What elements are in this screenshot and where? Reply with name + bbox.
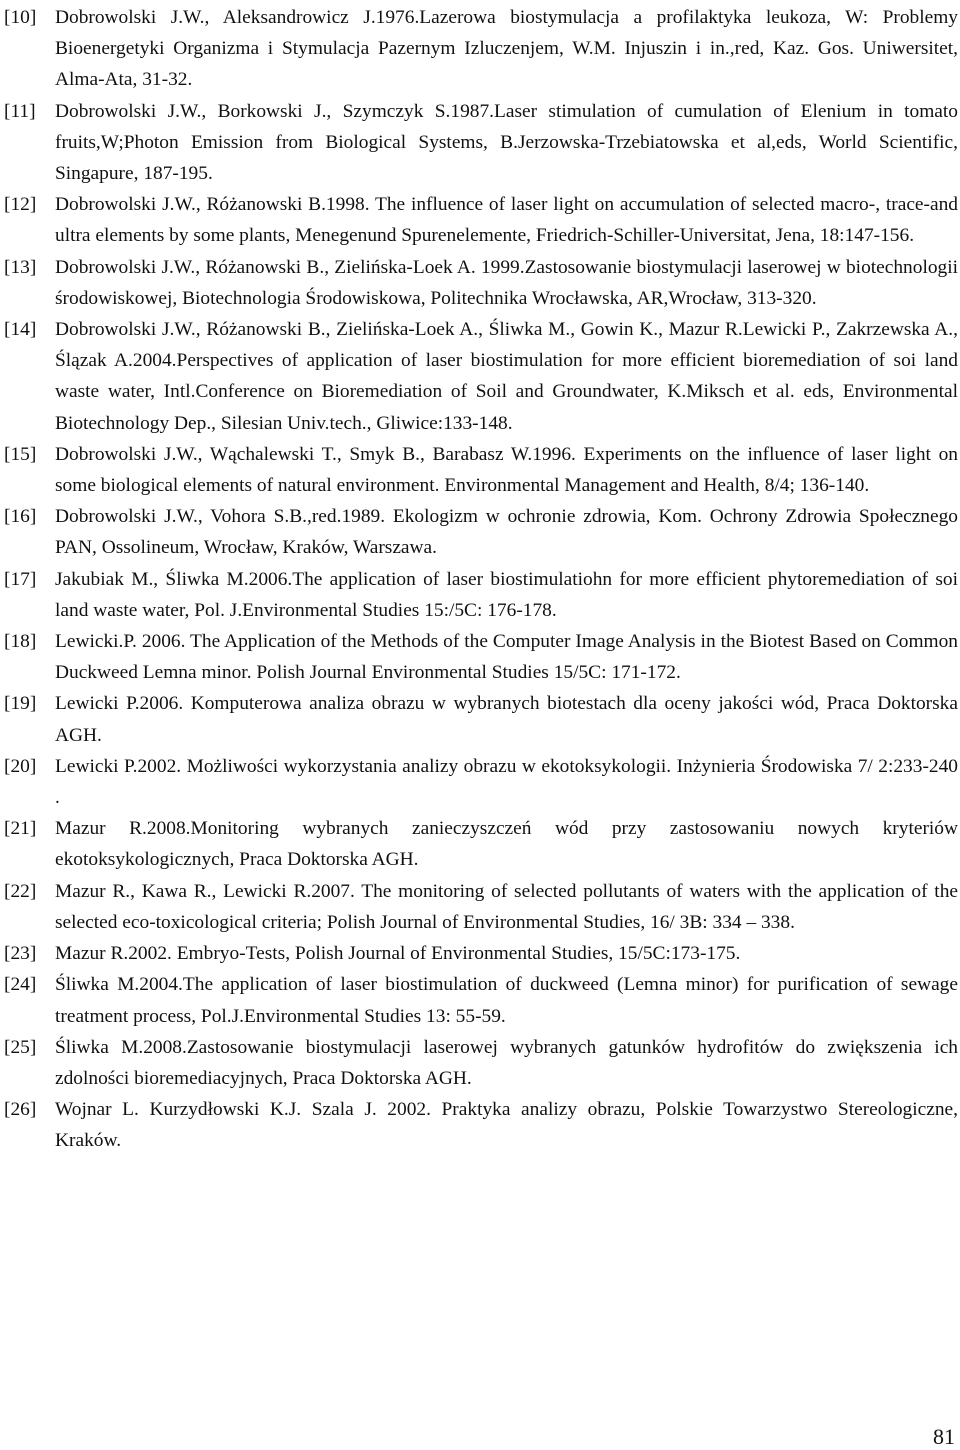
reference-number: [13]	[4, 256, 37, 278]
reference-item	[4, 96, 958, 190]
reference-text: Jakubiak M., Śliwka M.2006.The application of laser biostimulatiohn for more efficient phytoremediation of soi land waste water, Pol. J.Environmental Studies 15:/5C: 176-178.	[55, 568, 958, 621]
reference-number: [15]	[4, 443, 37, 465]
reference-text: Wojnar L. Kurzydłowski K.J. Szala J. 2002. Praktyka analizy obrazu, Polskie Towarzystwo Stereologiczne, Kraków.	[55, 1099, 958, 1152]
reference-list	[4, 2, 958, 1157]
reference-item	[4, 189, 958, 251]
reference-item	[4, 252, 958, 314]
reference-number: [16]	[4, 506, 37, 528]
page-number: 81	[933, 1424, 955, 1449]
reference-item	[4, 501, 958, 563]
reference-text: Dobrowolski J.W., Vohora S.B.,red.1989. Ekologizm w ochronie zdrowia, Kom. Ochrony Zdrowia Społecznego PAN, Ossolineum, Wrocław, Kraków, Warszawa.	[55, 506, 958, 559]
reference-item	[4, 564, 958, 626]
reference-item	[4, 751, 958, 813]
reference-item	[4, 439, 958, 501]
reference-text: Dobrowolski J.W., Aleksandrowicz J.1976.Lazerowa biostymulacja a profilaktyka leukoza, W: Problemy Bioenergetyki Organizma i Stymulacja Pazernym Izluczenjem, W.M. Injuszin i in.,red, Kaz. Gos. Uniwersitet, Alma-Ata, 31-32.	[55, 7, 958, 91]
reference-item	[4, 938, 958, 969]
reference-item	[4, 1094, 958, 1156]
reference-text: Śliwka M.2008.Zastosowanie biostymulacji laserowej wybranych gatunków hydrofitów do zwiększenia ich zdolności bioremediacyjnych, Praca Doktorska AGH.	[55, 1036, 958, 1089]
reference-number: [19]	[4, 693, 37, 715]
reference-number: [17]	[4, 568, 37, 590]
reference-text: Lewicki.P. 2006. The Application of the Methods of the Computer Image Analysis in the Biotest Based on Common Duckweed Lemna minor. Polish Journal Environmental Studies 15/5C: 171-172.	[55, 631, 958, 684]
reference-item	[4, 813, 958, 875]
reference-number: [26]	[4, 1099, 37, 1121]
reference-item	[4, 314, 958, 439]
reference-number: [24]	[4, 974, 37, 996]
reference-text: Dobrowolski J.W., Różanowski B., Zielińska-Loek A. 1999.Zastosowanie biostymulacji laserowej w biotechnologii środowiskowej, Biotechnologia Środowiskowa, Politechnika Wrocławska, AR,Wrocław, 313-320.	[55, 256, 958, 309]
reference-number: [12]	[4, 194, 37, 216]
reference-item	[4, 1032, 958, 1094]
reference-item	[4, 876, 958, 938]
reference-text: Mazur R.2008.Monitoring wybranych zanieczyszczeń wód przy zastosowaniu nowych kryteriów ekotoksykologicznych, Praca Doktorska AGH.	[55, 818, 958, 871]
reference-number: [22]	[4, 880, 37, 902]
reference-number: [25]	[4, 1036, 37, 1058]
reference-number: [21]	[4, 818, 37, 840]
reference-text: Śliwka M.2004.The application of laser biostimulation of duckweed (Lemna minor) for purification of sewage treatment process, Pol.J.Environmental Studies 13: 55-59.	[55, 974, 958, 1027]
reference-number: [10]	[4, 7, 37, 28]
reference-text: Lewicki P.2006. Komputerowa analiza obrazu w wybranych biotestach dla oceny jakości wód, Praca Doktorska AGH.	[55, 693, 958, 746]
reference-number: [14]	[4, 319, 37, 341]
reference-text: Dobrowolski J.W., Borkowski J., Szymczyk S.1987.Laser stimulation of cumulation of Elenium in tomato fruits,W;Photon Emission from Biological Systems, B.Jerzowska-Trzebiatowska et al,eds, World Scientific, Singapure, 187-195.	[55, 100, 958, 185]
reference-text: Lewicki P.2002. Możliwości wykorzystania analizy obrazu w ekotoksykologii. Inżynieria Środowiska 7/ 2:233-240 .	[55, 755, 958, 809]
reference-text: Dobrowolski J.W., Różanowski B., Zielińska-Loek A., Śliwka M., Gowin K., Mazur R.Lewicki P., Zakrzewska A., Ślązak A.2004.Perspectives of application of laser biostimulation for more efficient bioremediation of soi land waste water, Intl.Conference on Bioremediation of Soil and Groundwater, K.Miksch et al. eds, Environmental Biotechnology Dep., Silesian Univ.tech., Gliwice:133-148.	[55, 319, 958, 434]
reference-item	[4, 969, 958, 1031]
reference-item	[4, 688, 958, 750]
reference-number: [20]	[4, 755, 37, 777]
reference-item	[4, 2, 958, 96]
reference-number: [18]	[4, 631, 37, 653]
reference-number: [11]	[4, 100, 36, 122]
reference-text: Dobrowolski J.W., Różanowski B.1998. The influence of laser light on accumulation of selected macro-, trace-and ultra elements by some plants, Menegenund Spurenelemente, Friedrich-Schiller-Universitat, Jena, 18:147-156.	[55, 194, 958, 247]
reference-text: Mazur R.2002. Embryo-Tests, Polish Journal of Environmental Studies, 15/5C:173-175.	[55, 943, 741, 965]
reference-text: Dobrowolski J.W., Wąchalewski T., Smyk B., Barabasz W.1996. Experiments on the influence of laser light on some biological elements of natural environment. Environmental Management and Health, 8/4; 136-140.	[55, 443, 958, 497]
reference-text: Mazur R., Kawa R., Lewicki R.2007. The monitoring of selected pollutants of waters with the application of the selected eco-toxicological criteria; Polish Journal of Environmental Studies, 16/ 3B: 334 – 338.	[55, 880, 958, 933]
reference-item	[4, 626, 958, 688]
reference-number: [23]	[4, 943, 37, 965]
